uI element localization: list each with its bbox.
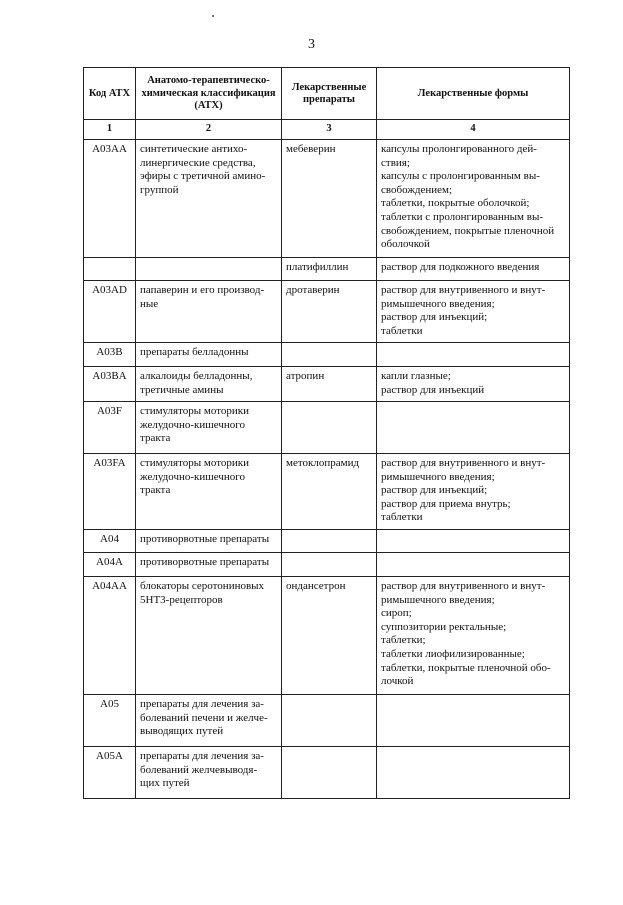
- code-cell: A05: [84, 695, 136, 747]
- table-row: [84, 577, 570, 695]
- code-cell: A03AD: [84, 281, 136, 343]
- column-number: 1: [84, 120, 136, 140]
- table-row: [84, 367, 570, 402]
- forms-cell: раствор для внутривенного и внут- римышечного введения; раствор для инъекций; таблетки: [377, 281, 570, 343]
- forms-cell: [377, 343, 570, 367]
- drug-cell: [282, 695, 377, 747]
- forms-cell: [377, 747, 570, 799]
- drug-cell: мебеверин: [282, 140, 377, 258]
- drug-cell: [282, 553, 377, 577]
- drug-cell: [282, 530, 377, 553]
- column-number: 4: [377, 120, 570, 140]
- drug-cell: [282, 343, 377, 367]
- classification-cell: противорвотные препараты: [136, 530, 282, 553]
- code-cell: A05A: [84, 747, 136, 799]
- header-drugs: Лекарственные препараты: [282, 68, 377, 120]
- scan-dot: [212, 15, 214, 17]
- forms-cell: раствор для подкожного введения: [377, 258, 570, 281]
- classification-cell: стимуляторы моторики желудочно-кишечного тракта: [136, 402, 282, 454]
- header-forms: Лекарственные формы: [377, 68, 570, 120]
- code-cell: A03B: [84, 343, 136, 367]
- code-cell: A03BA: [84, 367, 136, 402]
- classification-cell: препараты белладонны: [136, 343, 282, 367]
- atx-table: [83, 67, 570, 799]
- header-row: [84, 68, 570, 120]
- drug-cell: [282, 747, 377, 799]
- drug-cell: платифиллин: [282, 258, 377, 281]
- table-row: [84, 553, 570, 577]
- forms-cell: [377, 530, 570, 553]
- page-number: 3: [308, 37, 315, 52]
- column-number: 3: [282, 120, 377, 140]
- code-cell: A04AA: [84, 577, 136, 695]
- classification-cell: [136, 258, 282, 281]
- classification-cell: алкалоиды белладонны, третичные амины: [136, 367, 282, 402]
- code-cell: [84, 258, 136, 281]
- drug-cell: ондансетрон: [282, 577, 377, 695]
- forms-cell: капли глазные; раствор для инъекций: [377, 367, 570, 402]
- drug-cell: атропин: [282, 367, 377, 402]
- table-row: [84, 140, 570, 258]
- table-row: [84, 258, 570, 281]
- forms-cell: капсулы пролонгированного дей- ствия; капсулы с пролонгированным вы- свобождением; таблетки, покрытые оболочкой; таблетки с пролонгированным вы- свобождением, покрытые пленочной оболочкой: [377, 140, 570, 258]
- table-row: [84, 695, 570, 747]
- forms-cell: раствор для внутривенного и внут- римышечного введения; сироп; суппозитории ректальные; таблетки; таблетки лиофилизированные; таблетки, покрытые пленочной обо- лочкой: [377, 577, 570, 695]
- column-number-row: [84, 120, 570, 140]
- table-row: [84, 747, 570, 799]
- column-number: 2: [136, 120, 282, 140]
- code-cell: A03F: [84, 402, 136, 454]
- header-classification: Анатомо-терапевтическо- химическая классификация (АТХ): [136, 68, 282, 120]
- code-cell: A03AA: [84, 140, 136, 258]
- forms-cell: [377, 553, 570, 577]
- code-cell: A03FA: [84, 454, 136, 530]
- table-row: [84, 281, 570, 343]
- drug-cell: дротаверин: [282, 281, 377, 343]
- classification-cell: блокаторы серотониновых 5HT3-рецепторов: [136, 577, 282, 695]
- code-cell: A04: [84, 530, 136, 553]
- table-row: [84, 402, 570, 454]
- drug-cell: метоклопрамид: [282, 454, 377, 530]
- classification-cell: препараты для лечения за- болеваний печени и желче- выводящих путей: [136, 695, 282, 747]
- table-row: [84, 530, 570, 553]
- classification-cell: синтетические антихо- линергические средства, эфиры с третичной амино- группой: [136, 140, 282, 258]
- classification-cell: противорвотные препараты: [136, 553, 282, 577]
- forms-cell: раствор для внутривенного и внут- римышечного введения; раствор для инъекций; раствор для приема внутрь; таблетки: [377, 454, 570, 530]
- drug-cell: [282, 402, 377, 454]
- classification-cell: стимуляторы моторики желудочно-кишечного тракта: [136, 454, 282, 530]
- classification-cell: препараты для лечения за- болеваний желчевыводя- щих путей: [136, 747, 282, 799]
- forms-cell: [377, 402, 570, 454]
- code-cell: A04A: [84, 553, 136, 577]
- classification-cell: папаверин и его производ- ные: [136, 281, 282, 343]
- table-row: [84, 454, 570, 530]
- table-row: [84, 343, 570, 367]
- forms-cell: [377, 695, 570, 747]
- header-code: Код АТХ: [84, 68, 136, 120]
